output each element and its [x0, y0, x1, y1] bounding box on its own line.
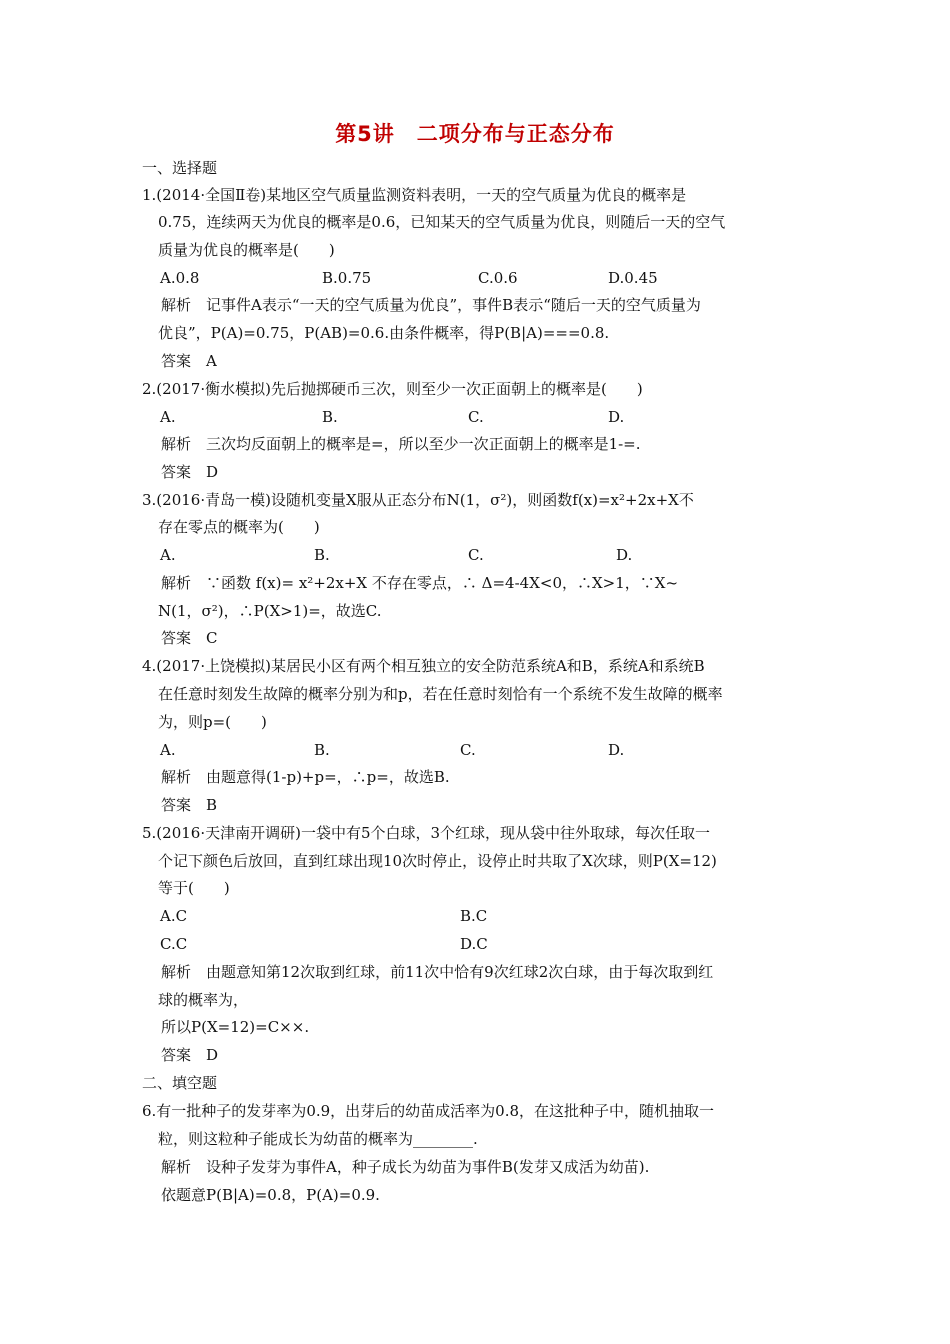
- answer: 答案 B: [161, 796, 218, 814]
- option-c: C.0.6: [478, 269, 518, 287]
- option-c: C.C: [160, 935, 188, 953]
- explanation-line: 解析 ∵函数 f(x)= x²+2x+X 不存在零点，∴ Δ=4-4X<0，∴X>1，∵X~: [161, 574, 679, 592]
- question-5-line-1: 5.(2016·天津南开调研)一袋中有5个白球，3个红球，现从袋中往外取球，每次任取一: [142, 824, 711, 842]
- option-b: B.: [314, 741, 330, 759]
- page-title: 第5讲 二项分布与正态分布: [335, 122, 615, 146]
- explanation-line: 所以P(X=12)=C××.: [161, 1018, 310, 1036]
- option-b: B.C: [460, 907, 488, 925]
- question-2-line-1: 2.(2017·衡水模拟)先后抛掷硬币三次，则至少一次正面朝上的概率是( ): [142, 380, 643, 398]
- option-a: A.: [160, 546, 176, 564]
- option-c: C.: [468, 546, 484, 564]
- question-6-line-1: 6.有一批种子的发芽率为0.9，出芽后的幼苗成活率为0.8，在这批种子中，随机抽取一: [142, 1102, 715, 1120]
- option-d: D.: [616, 546, 633, 564]
- question-3-line-1: 3.(2016·青岛一模)设随机变量X服从正态分布N(1，σ²)，则函数f(x)=x²+2x+X不: [142, 491, 694, 509]
- explanation-line: N(1，σ²)，∴P(X>1)=，故选C.: [158, 602, 382, 620]
- section-heading: 二、填空题: [142, 1074, 218, 1092]
- explanation-line: 解析 设种子发芽为事件A，种子成长为幼苗为事件B(发芽又成活为幼苗).: [161, 1158, 650, 1176]
- explanation-line: 球的概率为，: [158, 991, 249, 1009]
- option-a: A.C: [160, 907, 188, 925]
- explanation-line: 解析 三次均反面朝上的概率是=，所以至少一次正面朝上的概率是1-=.: [161, 435, 641, 453]
- question-1-line-1: 1.(2014·全国Ⅱ卷)某地区空气质量监测资料表明，一天的空气质量为优良的概率是: [142, 186, 687, 204]
- section-heading: 一、选择题: [142, 159, 218, 177]
- option-a: A.: [160, 408, 176, 426]
- option-d: D.: [608, 741, 625, 759]
- option-d: D.C: [460, 935, 488, 953]
- option-a: A.0.8: [160, 269, 200, 287]
- answer: 答案 C: [161, 629, 218, 647]
- option-a: A.: [160, 741, 176, 759]
- option-d: D.: [608, 408, 625, 426]
- option-b: B.0.75: [322, 269, 372, 287]
- option-b: B.: [314, 546, 330, 564]
- question-1-line-3: 质量为优良的概率是( ): [158, 241, 335, 259]
- option-c: C.: [468, 408, 484, 426]
- option-c: C.: [460, 741, 476, 759]
- question-6-line-2: 粒，则这粒种子能成长为幼苗的概率为________.: [158, 1130, 478, 1148]
- explanation-line: 优良”，P(A)=0.75，P(AB)=0.6.由条件概率，得P(B|A)===0.8.: [158, 324, 610, 342]
- question-4-line-2: 在任意时刻发生故障的概率分别为和p，若在任意时刻恰有一个系统不发生故障的概率: [158, 685, 723, 703]
- answer: 答案 D: [161, 463, 219, 481]
- question-4-line-1: 4.(2017·上饶模拟)某居民小区有两个相互独立的安全防范系统A和B，系统A和系统B: [142, 657, 705, 675]
- answer: 答案 A: [161, 352, 217, 370]
- explanation-line: 依题意P(B|A)=0.8，P(A)=0.9.: [161, 1186, 380, 1204]
- explanation-line: 解析 由题意得(1-p)+p=，∴p=，故选B.: [161, 768, 450, 786]
- question-5-line-3: 等于( ): [158, 879, 230, 897]
- explanation-line: 解析 记事件A表示“一天的空气质量为优良”，事件B表示“随后一天的空气质量为: [161, 296, 701, 314]
- answer: 答案 D: [161, 1046, 219, 1064]
- question-1-line-2: 0.75，连续两天为优良的概率是0.6，已知某天的空气质量为优良，则随后一天的空气: [158, 213, 726, 231]
- question-4-line-3: 为，则p=( ): [158, 713, 267, 731]
- option-d: D.0.45: [608, 269, 658, 287]
- option-b: B.: [322, 408, 338, 426]
- question-5-line-2: 个记下颜色后放回，直到红球出现10次时停止，设停止时共取了X次球，则P(X=12): [158, 852, 717, 870]
- explanation-line: 解析 由题意知第12次取到红球，前11次中恰有9次红球2次白球，由于每次取到红: [161, 963, 714, 981]
- question-3-line-2: 存在零点的概率为( ): [158, 518, 320, 536]
